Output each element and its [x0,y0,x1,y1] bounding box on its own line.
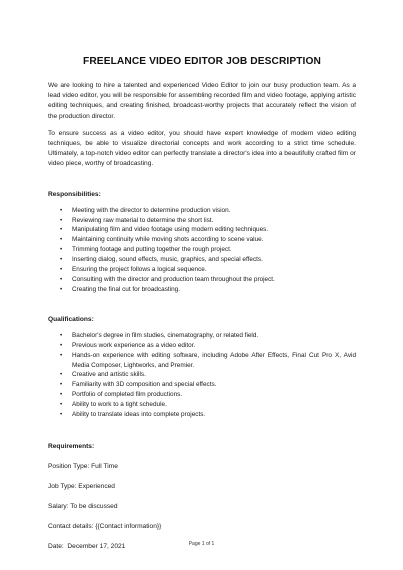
bullet-icon: • [60,285,63,293]
responsibilities-list [48,206,356,295]
bullet-icon: • [60,216,63,224]
intro-paragraph: We are looking to hire a talented and experienced Video Editor to join our busy production team. As a lead video editor, you will be responsible for assembling recorded film and video footage, applying artistic editing techniques, and creating finished, broadcast-worthy projects that accurately reflect the vision of the production director. [48,82,356,120]
list-item: • Consulting with the director and production team throughout the project. [60,275,275,283]
bullet-icon: • [60,341,63,349]
contact-details: Contact details: {{Contact information}} [48,522,162,530]
bullet-icon: • [60,381,63,389]
bullet-icon: • [60,246,63,254]
document-content [48,56,356,562]
bullet-icon: • [60,226,63,234]
bullet-icon: • [60,411,63,419]
list-item: • Trimming footage and putting together the rough project. [60,246,232,254]
list-item: • Portfolio of completed film productions. [60,391,183,399]
bullet-icon: • [60,371,63,379]
qualifications-list [48,331,356,420]
page-number: Page 1 of 1 [188,541,215,547]
position-type: Position Type: Full Time [48,462,118,470]
list-item: • Creative and artistic skills. [60,371,146,379]
requirements-heading: Requirements: [48,442,95,450]
job-type: Job Type: Experienced [48,482,115,490]
salary: Salary: To be discussed [48,502,118,510]
bullet-icon: • [60,401,63,409]
list-item: • Previous work experience as a video editor. [60,341,196,349]
list-item: • Manipulating film and video footage using modern editing techniques. [60,226,269,234]
bullet-icon: • [60,331,63,339]
qualifications-heading: Qualifications: [48,315,94,323]
bullet-icon: • [60,256,63,264]
list-item: • Maintaining continuity while moving shots according to scene value. [60,236,264,244]
list-item: • Ensuring the project follows a logical sequence. [60,266,207,274]
date: Date: December 17, 2021 [48,542,126,550]
list-item: • Reviewing raw material to determine the short list. [60,216,214,224]
success-paragraph: To ensure success as a video editor, you should have expert knowledge of modern video editing techniques, be able to visualize directorial concepts and work according to a strict time schedule. Ultimately, a top-notch video editor can perfectly translate a director's idea into a beautifully crafted film or video piece, worthy of broadcasting. [48,129,356,168]
document-title: FREELANCE VIDEO EDITOR JOB DESCRIPTION [83,56,321,67]
responsibilities-heading: Responsibilities: [48,190,101,198]
list-item: • Bachelor's degree in film studies, cinematography, or related field. [60,331,259,339]
bullet-icon: • [60,236,63,244]
list-item: • Meeting with the director to determine production vision. [60,206,231,214]
bullet-icon: • [60,206,63,214]
list-item: • Ability to work to a tight schedule. [60,401,167,409]
bullet-icon: • [60,351,63,359]
list-item: • Inserting dialog, sound effects, music, graphics, and special effects. [60,256,263,264]
bullet-icon: • [60,275,63,283]
list-item: • Creating the final cut for broadcasting. [60,285,180,293]
bullet-icon: • [60,391,63,399]
list-item: • Hands-on experience with editing software, including Adobe After Effects, Final Cut Pro X, Avid Media Composer, Lightworks, and Premier. [60,351,356,369]
list-item: • Familiarity with 3D composition and special effects. [60,381,217,389]
list-item: • Ability to translate ideas into complete projects. [60,411,206,419]
bullet-icon: • [60,266,63,274]
